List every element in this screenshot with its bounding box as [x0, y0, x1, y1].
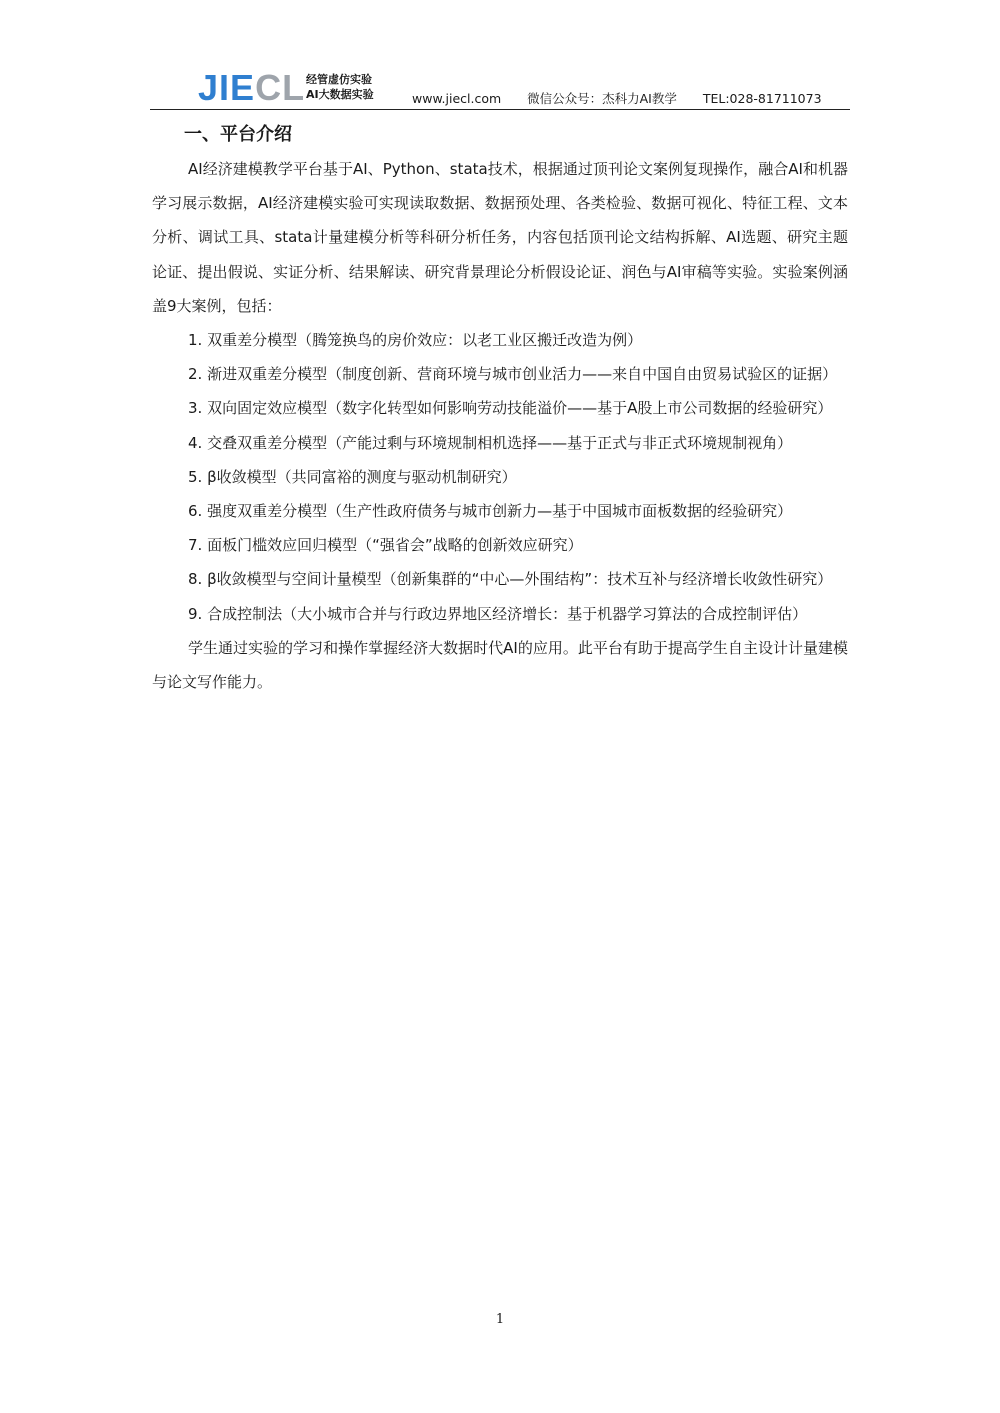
- intro-paragraph: AI经济建模教学平台基于AI、Python、stata技术，根据通过顶刊论文案例复现操作，融合AI和机器学习展示数据，AI经济建模实验可实现读取数据、数据预处理、各类检验、数据可视化、特征工程、文本分析、调试工具、stata计量建模分析等科研分析任务，内容包括顶刊论文结构拆解、AI选题、研究主题论证、提出假说、实证分析、结果解读、研究背景理论分析假设论证、润色与AI审稿等实验。实验案例涵盖9大案例，包括：: [152, 160, 848, 315]
- phone-number: TEL:028-81711073: [702, 91, 822, 106]
- logo-subtitle-line1: 经管虚仿实验: [306, 73, 372, 86]
- jiecl-logo: [198, 67, 306, 108]
- logo-letter: J: [198, 67, 220, 108]
- header-divider: [150, 109, 850, 110]
- case-item: 1. 双重差分模型（腾笼换鸟的房价效应：以老工业区搬迁改造为例）: [188, 331, 643, 350]
- case-item: 2. 渐进双重差分模型（制度创新、营商环境与城市创业活力——来自中国自由贸易试验区的证据）: [188, 365, 838, 384]
- document-body: [152, 118, 848, 699]
- wechat-account: 微信公众号：杰科力AI教学: [527, 91, 677, 106]
- page-header: [150, 62, 850, 110]
- website-link[interactable]: www.jiecl.com: [412, 91, 502, 106]
- case-item: 9. 合成控制法（大小城市合并与行政边界地区经济增长：基于机器学习算法的合成控制评估）: [188, 604, 808, 623]
- logo-letter: C: [255, 67, 283, 108]
- logo-letter: E: [230, 67, 256, 108]
- case-item: 8. β收敛模型与空间计量模型（创新集群的“中心—外围结构”：技术互补与经济增长收敛性研究）: [188, 570, 833, 589]
- case-item: 4. 交叠双重差分模型（产能过剩与环境规制相机选择——基于正式与非正式环境规制视角）: [188, 433, 793, 452]
- logo-text: [198, 67, 306, 108]
- case-item: 6. 强度双重差分模型（生产性政府债务与城市创新力—基于中国城市面板数据的经验研究）: [188, 502, 793, 521]
- logo-subtitle-line2: AI大数据实验: [306, 88, 374, 101]
- conclusion-paragraph: 学生通过实验的学习和操作掌握经济大数据时代AI的应用。此平台有助于提高学生自主设计计量建模与论文写作能力。: [152, 638, 848, 692]
- page-number: 1: [495, 1312, 505, 1327]
- header-contact: [412, 89, 822, 107]
- logo-letter: I: [219, 67, 231, 108]
- case-item: 7. 面板门槛效应回归模型（“强省会”战略的创新效应研究）: [188, 536, 583, 555]
- section-title: 一、平台介绍: [184, 124, 292, 145]
- case-item: 5. β收敛模型（共同富裕的测度与驱动机制研究）: [188, 467, 517, 486]
- case-list: [152, 323, 848, 631]
- logo-subtitle: [306, 72, 374, 102]
- logo-letter: L: [282, 67, 306, 108]
- case-item: 3. 双向固定效应模型（数字化转型如何影响劳动技能溢价——基于A股上市公司数据的经验研究）: [188, 399, 833, 418]
